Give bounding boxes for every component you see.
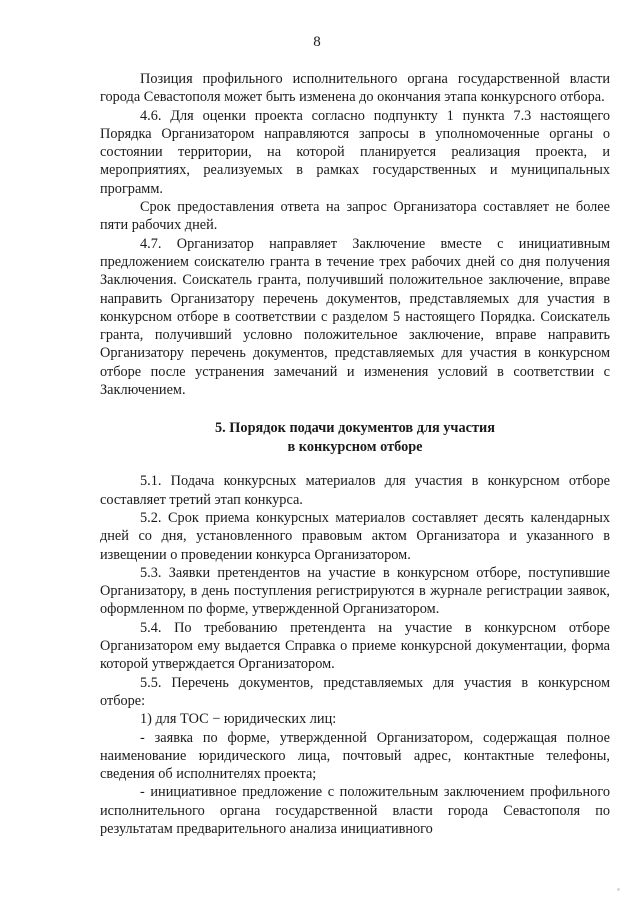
paragraph-position-change: Позиция профильного исполнительного органа государственной власти города Севастополя может быть изменена до окончания этапа конкурсного отбора. (100, 71, 610, 106)
paragraph-5-4: 5.4. По требованию претендента на участие в конкурсном отборе Организатором ему выдается Справка о приеме конкурсной документации, форма которой утверждается Организатором. (100, 619, 610, 673)
paragraph-response-deadline: Срок предоставления ответа на запрос Организатора составляет не более пяти рабочих дней. (100, 199, 610, 234)
paragraph-5-5: 5.5. Перечень документов, представляемых для участия в конкурсном отборе: (100, 674, 610, 709)
list-item-initiative: - инициативное предложение с положительным заключением профильного исполнительного органа государственной власти города Севастополя по результатам предварительного анализа инициативного (100, 784, 610, 837)
paragraph-5-1: 5.1. Подача конкурсных материалов для участия в конкурсном отборе составляет третий этап конкурса. (100, 473, 610, 508)
list-item-tos-legal: 1) для ТОС − юридических лиц: (140, 711, 337, 728)
section-heading-line-2: в конкурсном отборе (287, 438, 423, 455)
page-number: 8 (313, 34, 321, 50)
section-5-heading (100, 419, 610, 456)
paragraph-5-2: 5.2. Срок приема конкурсных материалов составляет десять календарных дней со дня, установленного правовым актом Организатора и указанного в извещении о проведении конкурса Организатором. (100, 509, 610, 563)
paragraph-5-3: 5.3. Заявки претендентов на участие в конкурсном отборе, поступившие Организатору, в день поступления регистрируются в журнале регистрации заявок, оформленном по форме, утвержденной Организатором. (100, 564, 610, 618)
section-heading-line-1: 5. Порядок подачи документов для участия (215, 420, 495, 437)
paragraph-4-6: 4.6. Для оценки проекта согласно подпункту 1 пункта 7.3 настоящего Порядка Организатором направляются запросы в уполномоченные органы о состоянии территории, на которой планируется реализация проекта, и мероприятиях, реализуемых в рамках государственных и муниципальных программ. (100, 107, 610, 197)
list-item-application: - заявка по форме, утвержденной Организатором, содержащая полное наименование юридического лица, почтовый адрес, контактные телефоны, сведения об исполнителях проекта; (100, 729, 610, 783)
paragraph-4-7: 4.7. Организатор направляет Заключение вместе с инициативным предложением соискателю гранта в течение трех рабочих дней со дня получения Заключения. Соискатель гранта, получивший положительное заключение, вправе направить Организатору перечень документов, представляемых для участия в конкурсном отборе в соответствии с разделом 5 настоящего Порядка. Соискатель гранта, получивший условно положительное заключение, вправе направить Организатору перечень документов, представляемых для участия в конкурсном отборе после устранения замечаний и изменения условий в соответствии с Заключением. (100, 235, 610, 399)
document-body (100, 70, 610, 838)
scan-speck (617, 888, 620, 891)
